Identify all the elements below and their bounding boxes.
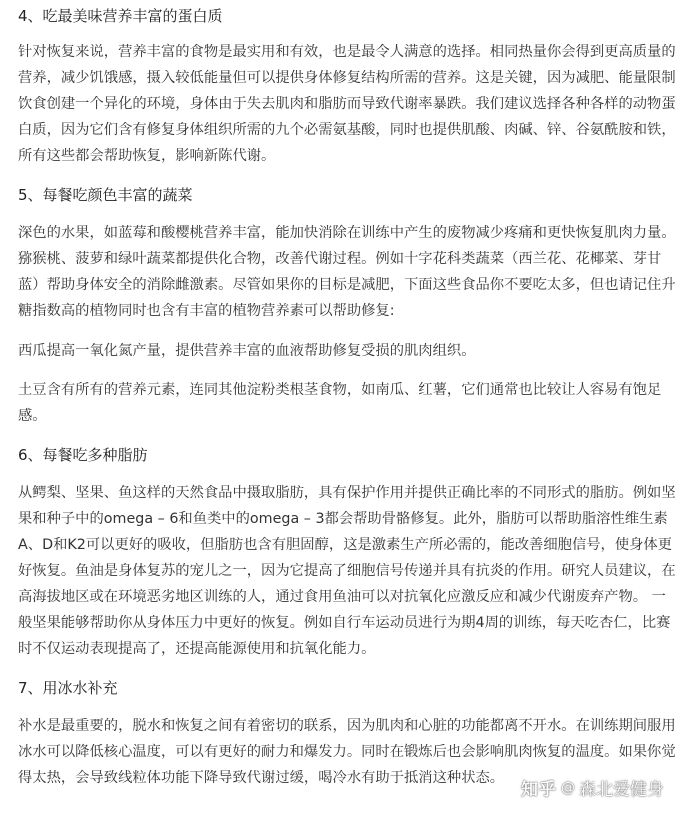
section-heading-7: 7、用冰水补充 — [18, 679, 118, 697]
zhihu-watermark — [521, 775, 664, 800]
section-heading-4: 4、吃最美味营养丰富的蛋白质 — [18, 7, 223, 25]
section-6-paragraph-1: 从鳄梨、坚果、鱼这样的天然食品中摄取脂肪，具有保护作用并提供正确比率的不同形式的脂肪。例如坚果和种子中的omega – 6和鱼类中的omega – 3都会帮助骨骼修复。此外，脂肪可以帮助脂溶性维生素A、D和K2可以更好的吸收，但脂肪也含有胆固醇，这是激素生产所必需的，能改善细胞信号，使身体更好恢复。鱼油是身体复苏的宠儿之一，因为它提高了细胞信号传递并具有抗炎的作用。研究人员建议，在高海拔地区或在环境恶劣地区训练的人，通过食用鱼油可以对抗氧化应激反应和减少代谢废弃产物。 一般坚果能够帮助你从身体压力中更好的恢复。例如自行车运动员进行为期4周的训练，每天吃杏仁，比赛时不仅运动表现提高了，还提高能源使用和抗氧化能力。 — [18, 485, 676, 657]
watermark-author: 森北爱健身 — [579, 780, 664, 800]
section-7-paragraph-1: 补水是最重要的，脱水和恢复之间有着密切的联系，因为肌肉和心脏的功能都离不开水。在训练期间服用冰水可以降低核心温度，可以有更好的耐力和爆发力。同时在锻炼后也会影响肌肉恢复的温度。如果你觉得太热，会导致线粒体功能下降导致代谢过缓，喝冷水有助于抵消这种状态。 — [18, 718, 676, 786]
section-heading-5: 5、每餐吃颜色丰富的蔬菜 — [18, 186, 193, 204]
section-5-paragraph-3: 土豆含有所有的营养元素，连同其他淀粉类根茎食物，如南瓜、红薯，它们通常也比较让人容易有饱足感。 — [18, 382, 662, 424]
section-4-paragraph-1: 针对恢复来说，营养丰富的食物是最实用和有效，也是最令人满意的选择。相同热量你会得到更高质量的营养，减少饥饿感，摄入较低能量但可以提供身体修复结构所需的营养。这是关键，因为减肥、能量限制饮食创建一个异化的环境，身体由于失去肌肉和脂肪而导致代谢率暴跌。我们建议选择各种各样的动物蛋白质，因为它们含有修复身体组织所需的九个必需氨基酸，同时也提供肌酸、肉碱、锌、谷氨酰胺和铁，所有这些都会帮助恢复，影响新陈代谢。 — [18, 44, 676, 164]
article-body — [18, 0, 678, 791]
section-5-paragraph-1: 深色的水果，如蓝莓和酸樱桃营养丰富，能加快消除在训练中产生的废物减少疼痛和更快恢复肌肉力量。猕猴桃、菠萝和绿叶蔬菜都提供化合物，改善代谢过程。例如十字花科类蔬菜（西兰花、花椰菜、芽甘蓝）帮助身体安全的消除雌激素。尽管如果你的目标是减肥，下面这些食品你不要吃太多，但也请记住升糖指数高的植物同时也含有丰富的植物营养素可以帮助修复: — [18, 225, 676, 319]
section-5-paragraph-2: 西瓜提高一氧化氮产量，提供营养丰富的血液帮助修复受损的肌肉组织。 — [18, 343, 476, 359]
watermark-brand: 知乎 — [521, 780, 557, 800]
section-heading-6: 6、每餐吃多种脂肪 — [18, 446, 148, 464]
watermark-at-sign: @ — [561, 779, 575, 796]
